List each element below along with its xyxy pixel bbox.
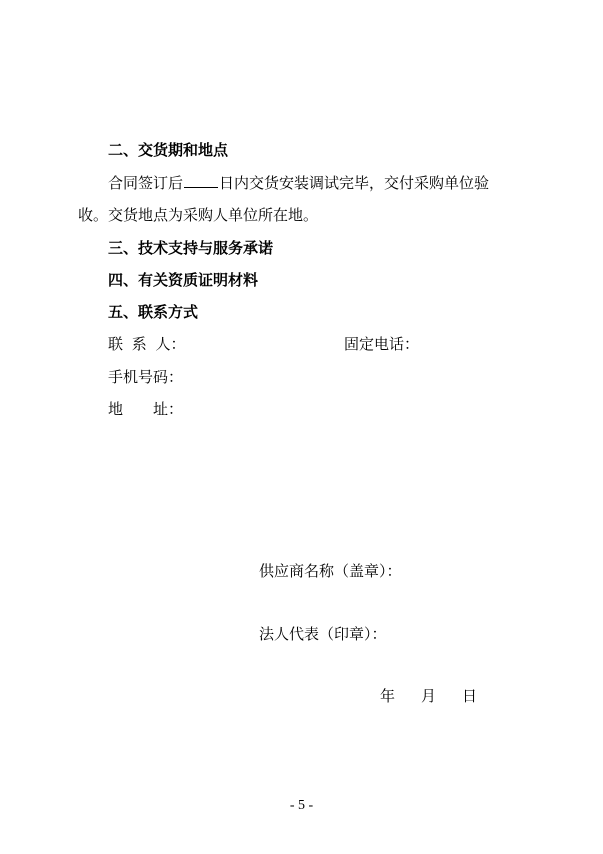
address-label-char2: 址： bbox=[153, 400, 184, 418]
section-contact-heading: 五、联系方式 bbox=[108, 303, 199, 321]
delivery-text-part1: 合同签订后 bbox=[108, 174, 184, 192]
date-line bbox=[380, 686, 477, 706]
section-qualification-heading: 四、有关资质证明材料 bbox=[108, 271, 259, 289]
date-month: 月 bbox=[421, 687, 437, 705]
contact-person-label: 联 系 人： bbox=[108, 335, 186, 353]
supplier-name-seal-label: 供应商名称（盖章）： bbox=[259, 562, 402, 580]
address-label-char1: 地 bbox=[108, 400, 124, 418]
legal-representative-seal-label: 法人代表（印章）： bbox=[259, 625, 387, 643]
date-year: 年 bbox=[380, 687, 396, 705]
page-number: - 5 - bbox=[289, 798, 314, 813]
mobile-label: 手机号码： bbox=[108, 368, 184, 386]
delivery-paragraph-line1 bbox=[108, 173, 489, 193]
delivery-text-part2: 日内交货安装调试完毕，交付采购单位验 bbox=[219, 174, 490, 192]
address-label bbox=[108, 399, 183, 419]
delivery-days-blank bbox=[184, 173, 218, 188]
date-day: 日 bbox=[462, 687, 478, 705]
section-tech-support-heading: 三、技术支持与服务承诺 bbox=[108, 239, 274, 257]
delivery-paragraph-line2: 收。交货地点为采购人单位所在地。 bbox=[78, 206, 319, 224]
section-delivery-heading: 二、交货期和地点 bbox=[108, 141, 229, 159]
landline-label: 固定电话： bbox=[344, 335, 420, 353]
